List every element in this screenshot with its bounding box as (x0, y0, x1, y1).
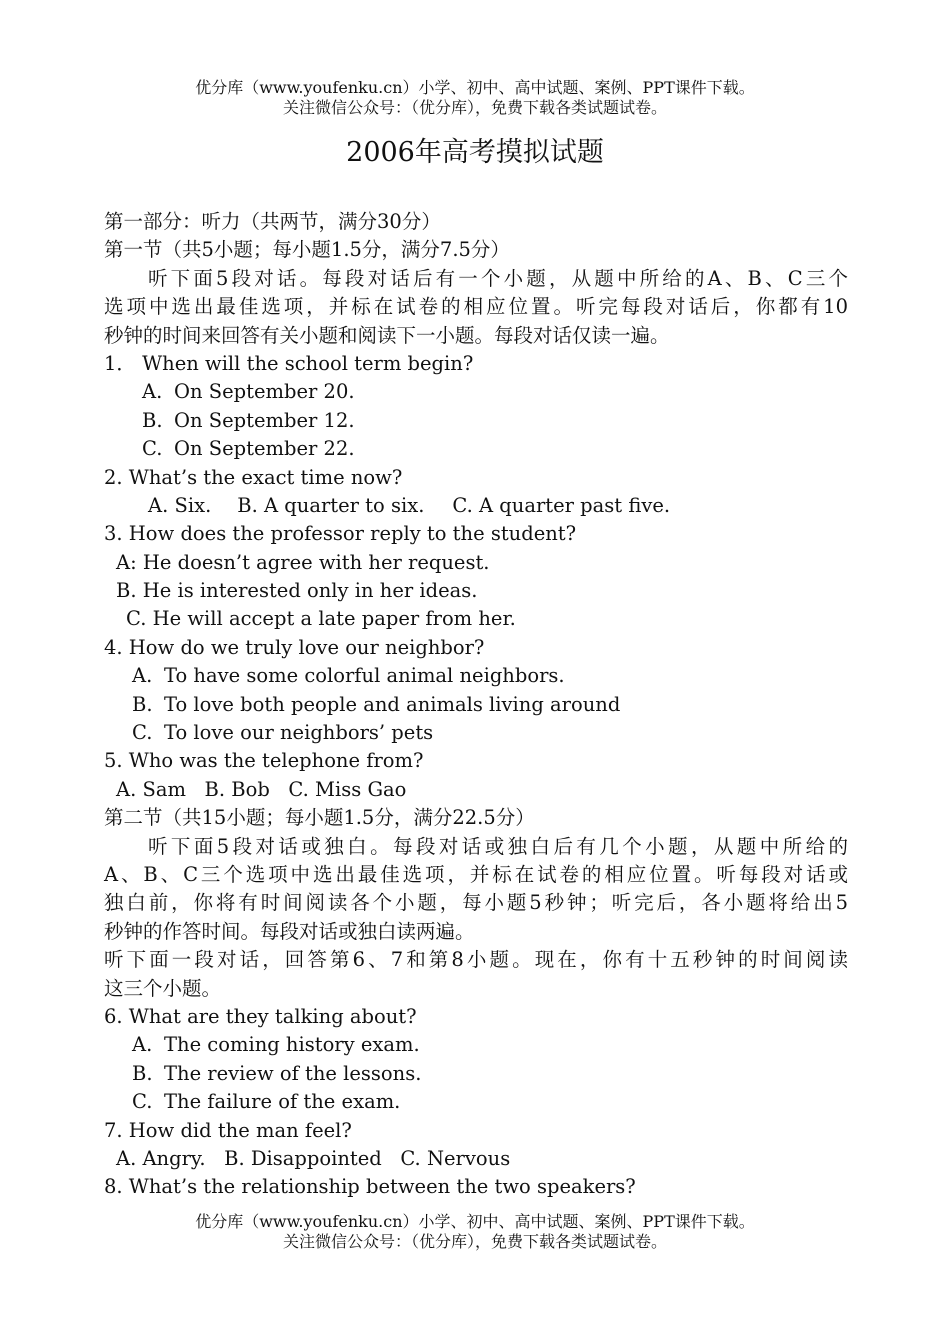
option-text: To love both people and animals living around (164, 692, 621, 716)
question-1-option-b (104, 407, 848, 435)
option-label: B. (132, 1061, 153, 1085)
section1-instructions-line-3: 秒钟的时间来回答有关小题和阅读下一小题。每段对话仅读一遍。 (104, 323, 670, 347)
option-b: B. A quarter to six. (237, 493, 425, 517)
dialog-intro-line-1: 听下面一段对话，回答第6、7和第8小题。现在，你有十五秒钟的时间阅读 (104, 948, 848, 972)
question-3: 3. How does the professor reply to the student? (104, 522, 577, 546)
question-3-option-c: C. He will accept a late paper from her. (126, 607, 516, 631)
option-label: B. (142, 408, 163, 432)
question-1-option-c (104, 435, 848, 463)
question-2-options (104, 492, 848, 520)
footer-line-2: 关注微信公众号：（优分库），免费下载各类试题试卷。 (282, 1232, 667, 1251)
exam-body (104, 208, 848, 1202)
option-text: To have some colorful animal neighbors. (164, 664, 565, 688)
option-text: To love our neighbors’ pets (164, 721, 434, 745)
section2-heading: 第二节（共15小题；每小题1.5分，满分22.5分） (104, 806, 535, 830)
part1-heading: 第一部分：听力（共两节，满分30分） (104, 210, 441, 233)
option-label: A. (132, 1033, 153, 1057)
question-6-option-a (104, 1031, 848, 1059)
dialog-intro-line-2: 这三个小题。 (104, 976, 222, 1000)
question-7: 7. How did the man feel? (104, 1118, 352, 1142)
page-header (0, 78, 950, 118)
option-text: On September 12. (174, 408, 355, 432)
option-text: On September 20. (174, 380, 355, 404)
option-text: The failure of the exam. (164, 1090, 401, 1114)
question-6-option-c (104, 1088, 848, 1116)
question-4-option-b (104, 691, 848, 719)
question-8: 8. What’s the relationship between the two speakers? (104, 1175, 636, 1199)
header-line-1: 优分库（www.youfenku.cn）小学、初中、高中试题、案例、PPT课件下载。 (195, 78, 755, 97)
option-text: The review of the lessons. (164, 1061, 422, 1085)
section1-instructions-line-2: 选项中选出最佳选项，并标在试卷的相应位置。听完每段对话后，你都有10 (104, 295, 848, 319)
option-label: C. (132, 1090, 153, 1114)
question-6-option-b (104, 1060, 848, 1088)
question-1: 1． When will the school term begin? (104, 351, 474, 375)
section1-heading: 第一节（共5小题；每小题1.5分，满分7.5分） (104, 238, 510, 262)
header-line-2: 关注微信公众号：（优分库），免费下载各类试题试卷。 (282, 98, 667, 117)
option-text: On September 22. (174, 437, 355, 461)
footer-line-1: 优分库（www.youfenku.cn）小学、初中、高中试题、案例、PPT课件下载。 (195, 1212, 755, 1231)
question-2: 2. What’s the exact time now? (104, 465, 403, 489)
option-label: C. (132, 721, 153, 745)
page-footer (0, 1212, 950, 1252)
question-5: 5. Who was the telephone from? (104, 749, 424, 773)
option-c: C. A quarter past five. (452, 493, 671, 517)
section2-instructions-line-3: 独白前，你将有时间阅读各个小题，每小题5秒钟；听完后，各小题将给出5 (104, 891, 848, 915)
question-5-options: A. Sam B. Bob C. Miss Gao (116, 777, 407, 801)
question-7-options: A. Angry. B. Disappointed C. Nervous (116, 1146, 511, 1170)
question-6: 6. What are they talking about? (104, 1004, 417, 1028)
option-text: The coming history exam. (164, 1033, 420, 1057)
page-title: 2006年高考摸拟试题 (346, 137, 604, 168)
question-1-option-a (104, 378, 848, 406)
section1-instructions-line-1: 听下面5段对话。每段对话后有一个小题，从题中所给的A、B、C三个 (148, 266, 848, 290)
option-label: C. (142, 437, 163, 461)
option-label: A. (132, 664, 153, 688)
section2-instructions-line-1: 听下面5段对话或独白。每段对话或独白后有几个小题，从题中所给的 (148, 834, 848, 858)
question-3-option-a: A: He doesn’t agree with her request. (116, 550, 490, 574)
option-label: A. (142, 380, 163, 404)
option-a: A. Six. (148, 493, 212, 517)
question-4: 4. How do we truly love our neighbor? (104, 635, 485, 659)
option-label: B. (132, 692, 153, 716)
section2-instructions-line-4: 秒钟的作答时间。每段对话或独白读两遍。 (104, 919, 475, 943)
question-4-option-c (104, 719, 848, 747)
question-3-option-b: B. He is interested only in her ideas. (116, 579, 478, 603)
question-4-option-a (104, 662, 848, 690)
section2-instructions-line-2: A、B、C三个选项中选出最佳选项，并标在试卷的相应位置。听每段对话或 (104, 862, 848, 886)
